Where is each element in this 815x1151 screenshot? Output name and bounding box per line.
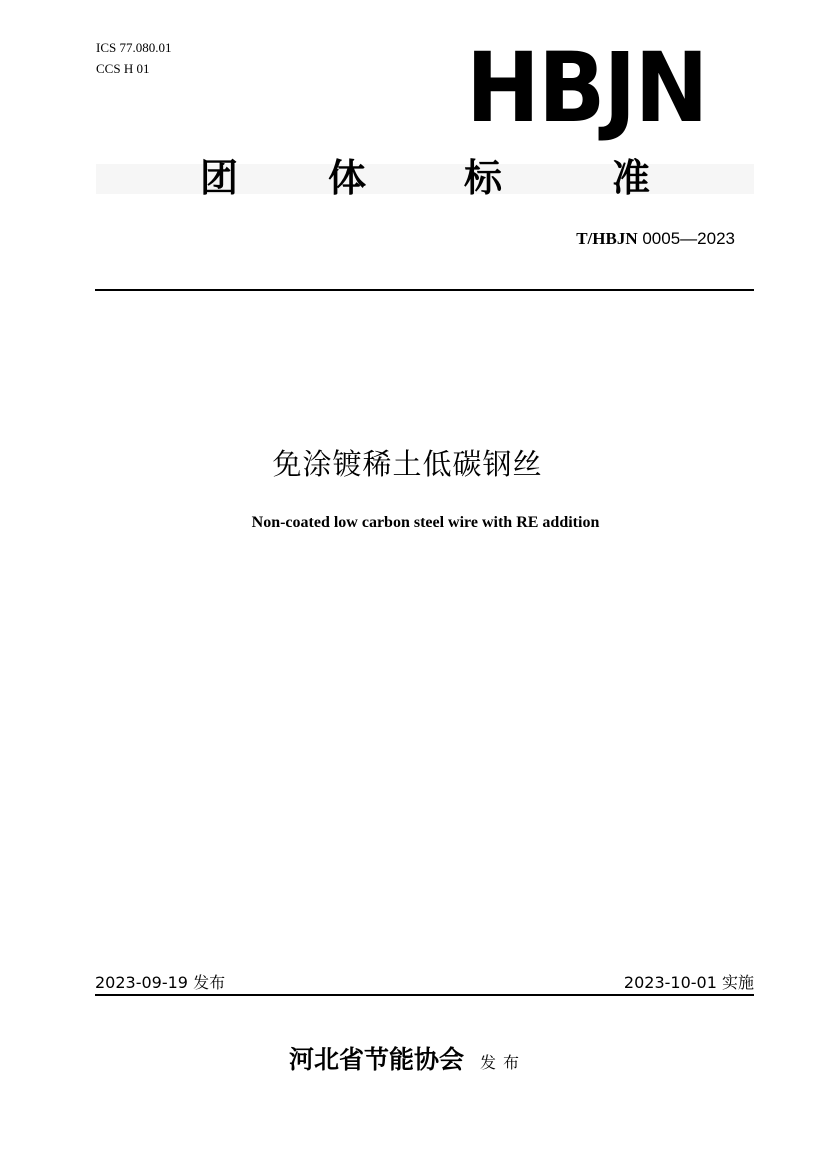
ccs-code: CCS H 01 <box>96 61 150 76</box>
standard-number-code: 0005—2023 <box>637 229 735 248</box>
standard-type-char: 准 <box>612 156 651 200</box>
standard-number <box>576 229 735 249</box>
standard-type-char: 体 <box>328 156 367 200</box>
bottom-divider <box>95 994 754 996</box>
publisher-line <box>0 1042 815 1081</box>
document-title-chinese: 免涂镀稀土低碳钢丝 <box>272 447 543 481</box>
ics-code: ICS 77.080.01 <box>96 40 172 55</box>
publisher-name: 河北省节能协会 <box>288 1045 464 1074</box>
issue-date: 2023-09-19 发布 <box>95 973 226 992</box>
standard-number-prefix: T/HBJN <box>576 229 638 248</box>
standard-type-title <box>96 150 754 206</box>
standard-type-char: 标 <box>464 156 503 200</box>
top-divider <box>95 289 754 291</box>
standard-type-char: 团 <box>200 156 239 200</box>
document-title-english: Non-coated low carbon steel wire with RE addition <box>251 514 600 531</box>
publish-label: 发布 <box>480 1053 527 1072</box>
implementation-date: 2023-10-01 实施 <box>623 973 754 992</box>
standard-logo: HBJN <box>466 32 707 144</box>
